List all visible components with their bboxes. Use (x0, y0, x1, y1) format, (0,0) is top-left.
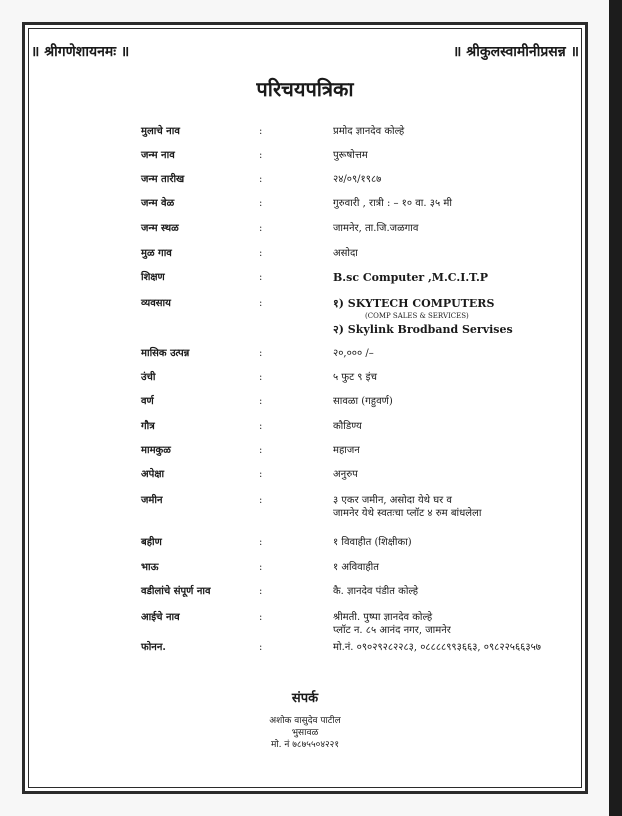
detail-label: बहीण (141, 537, 162, 548)
detail-colon: : (259, 562, 263, 573)
detail-colon: : (259, 396, 263, 407)
detail-value (333, 271, 488, 284)
detail-label: जन्म स्थळ (141, 223, 179, 234)
detail-colon: : (259, 469, 263, 480)
detail-colon: : (259, 612, 263, 623)
detail-colon: : (259, 586, 263, 597)
detail-label: आईचे नाव (141, 612, 180, 623)
detail-label: भाऊ (141, 562, 159, 573)
detail-value-line: (COMP SALES & SERVICES) (365, 312, 469, 320)
detail-value-line: १ विवाहीत (शिक्षीका) (333, 537, 412, 548)
detail-colon: : (259, 372, 263, 383)
detail-value (333, 641, 541, 654)
detail-label: अपेक्षा (141, 469, 165, 480)
detail-value (333, 125, 404, 138)
detail-value-line: प्रमोद ज्ञानदेव कोल्हे (333, 126, 405, 137)
detail-colon: : (259, 248, 263, 259)
detail-label: शिक्षण (141, 272, 165, 283)
detail-value (333, 149, 368, 162)
inner-border (28, 28, 582, 788)
detail-colon: : (259, 537, 263, 548)
contact-heading: संपर्क (291, 691, 319, 706)
detail-value-line: मो.नं. ०९०२९२८२२८३, ०८८८८९९३६६३, ०९८२२५६६३५७ (333, 642, 541, 653)
detail-colon: : (259, 198, 263, 209)
detail-label: उंची (141, 372, 156, 383)
detail-value-line: कौडिण्य (333, 421, 362, 432)
detail-value-line: प्लॉट न. ८५ आनंद नगर, जामनेर (333, 625, 451, 636)
detail-value-line: असोदा (333, 248, 358, 259)
detail-value-line: २०,००० /– (333, 348, 374, 359)
biodata-page (22, 22, 588, 794)
detail-value-line: महाजन (333, 445, 360, 456)
contact-name: अशोक वासुदेव पाटील (269, 716, 341, 726)
detail-value (333, 585, 418, 598)
detail-colon: : (259, 223, 263, 234)
contact-phone: मो. नं ७८७५५०४२२१ (270, 740, 340, 750)
detail-value (333, 197, 452, 210)
detail-value-line: ५ फुट ९ इंच (333, 372, 377, 383)
detail-value-line: २४/०९/१९८७ (333, 174, 382, 185)
detail-label: मासिक उत्पन्न (141, 348, 190, 359)
detail-value-line: १ अविवाहीत (333, 562, 379, 573)
detail-value (333, 561, 379, 574)
document-title: परिचयपत्रिका (256, 77, 354, 101)
detail-colon: : (259, 495, 263, 506)
detail-colon: : (259, 126, 263, 137)
detail-value (333, 395, 393, 408)
detail-colon: : (259, 174, 263, 185)
detail-colon: : (259, 445, 263, 456)
detail-colon: : (259, 298, 263, 309)
detail-value-line: अनुरुप (333, 469, 358, 480)
detail-value-line: ३ एकर जमीन, असोदा येथे घर व (333, 495, 452, 506)
detail-value (333, 420, 362, 433)
detail-label: मामकुळ (141, 445, 171, 456)
detail-colon: : (259, 348, 263, 359)
detail-label: व्यवसाय (141, 298, 171, 309)
contact-place: भुसावळ (291, 728, 319, 738)
invocation-left: ॥ श्रीगणेशायनमः ॥ (31, 44, 130, 60)
detail-value (333, 247, 358, 260)
detail-colon: : (259, 150, 263, 161)
detail-value-line: कै. ज्ञानदेव पंडीत कोल्हे (333, 586, 419, 597)
detail-value (333, 297, 513, 336)
detail-value (333, 347, 374, 360)
detail-colon: : (259, 272, 263, 283)
detail-value (333, 444, 360, 457)
detail-value (333, 222, 418, 235)
detail-value (333, 468, 358, 481)
detail-label: जन्म वेळ (141, 198, 175, 209)
invocation-right: ॥ श्रीकुलस्वामीनीप्रसन्न ॥ (453, 44, 579, 60)
detail-value (333, 371, 377, 384)
detail-value (333, 611, 451, 637)
detail-value-line: २) Skylink Brodband Servises (333, 323, 513, 336)
detail-value-line: १) SKYTECH COMPUTERS (333, 297, 495, 310)
detail-value (333, 536, 412, 549)
detail-label: मुलाचे नाव (141, 126, 180, 137)
detail-value-line: पुरूषोत्तम (333, 150, 368, 161)
detail-value-line: जामनेर, ता.जि.जळगाव (333, 223, 419, 234)
detail-label: फोनन. (141, 642, 166, 653)
detail-value-line: गुरुवारी , रात्री : – १० वा. ३५ मी (333, 198, 452, 209)
detail-value (333, 173, 381, 186)
window-edge (609, 0, 622, 816)
detail-value-line: श्रीमती. पुष्पा ज्ञानदेव कोल्हे (333, 612, 433, 623)
detail-label: जन्म तारीख (141, 174, 185, 185)
detail-colon: : (259, 421, 263, 432)
detail-label: जन्म नाव (141, 150, 175, 161)
detail-label: वर्ण (141, 396, 154, 407)
detail-value-line: सावळा (गहुवर्ण) (333, 396, 393, 407)
detail-label: मुळ गाव (141, 248, 172, 259)
detail-colon: : (259, 642, 263, 653)
detail-value-line: जामनेर येथे स्वतःचा प्लॉट ४ रुम बांधलेला (333, 508, 482, 519)
detail-label: गौत्र (141, 421, 155, 432)
detail-label: जमीन (141, 495, 163, 506)
detail-value (333, 494, 481, 520)
detail-value-line: B.sc Computer ,M.C.I.T.P (333, 271, 489, 284)
detail-label: वडीलांचे संपूर्ण नाव (141, 586, 211, 597)
